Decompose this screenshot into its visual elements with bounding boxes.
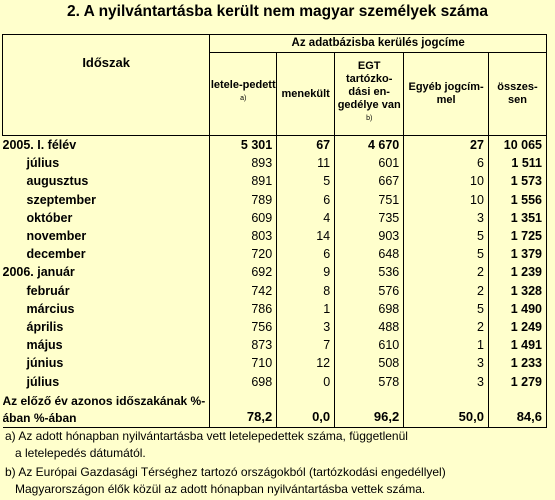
col-settled-header-text: letele-pedett <box>210 79 276 92</box>
table-cell: 720 <box>210 245 277 263</box>
table-cell: 4 670 <box>335 136 404 155</box>
table-row <box>3 354 547 372</box>
table-cell: 1 490 <box>488 300 546 318</box>
row-label: február <box>26 283 70 298</box>
table-cell: 488 <box>335 318 404 336</box>
table-row <box>3 154 547 172</box>
table-row <box>3 191 547 209</box>
table-cell: 1 249 <box>488 318 546 336</box>
table-cell: 891 <box>210 172 277 190</box>
table-cell: 786 <box>210 300 277 318</box>
col-settled-header-footnote-mark: a) <box>240 95 247 103</box>
table-cell: 5 <box>404 245 489 263</box>
table-row <box>3 318 547 336</box>
table-cell: 692 <box>210 263 277 281</box>
footnote-b-line2: Magyarországon élők közül az adott hónapban nyilvántartásba vettek száma. <box>15 481 426 496</box>
col-total-header-text: összes-sen <box>497 81 538 106</box>
table-cell: 8 <box>277 282 335 300</box>
table-cell: 1 511 <box>488 154 546 172</box>
table-cell: 27 <box>404 136 489 155</box>
percentage-cell: 78,2 <box>210 391 277 428</box>
table-cell: 10 <box>404 172 489 190</box>
col-total-header <box>488 53 546 136</box>
table-cell: 789 <box>210 191 277 209</box>
table-cell: 7 <box>277 336 335 354</box>
percentage-cell: 96,2 <box>335 391 404 428</box>
col-other-basis-header-text: Egyéb jogcím-mel <box>408 81 484 106</box>
table-cell: 1 239 <box>488 263 546 281</box>
table-cell: 1 725 <box>488 227 546 245</box>
table-cell: 1 491 <box>488 336 546 354</box>
table-cell: 698 <box>210 372 277 390</box>
table-cell: 756 <box>210 318 277 336</box>
row-label: november <box>26 229 87 244</box>
table-cell: 3 <box>404 209 489 227</box>
table-cell: 648 <box>335 245 404 263</box>
table-cell: 1 351 <box>488 209 546 227</box>
row-label: május <box>26 338 63 353</box>
table-cell: 5 <box>404 300 489 318</box>
table-cell: 0 <box>277 372 335 390</box>
table-cell: 4 <box>277 209 335 227</box>
table-cell: 609 <box>210 209 277 227</box>
table-cell: 3 <box>404 354 489 372</box>
table-cell: 1 279 <box>488 372 546 390</box>
percentage-row-label: Az előző év azonos időszakának %-ában %-ában <box>3 391 210 428</box>
table-cell: 10 <box>404 191 489 209</box>
table-row <box>3 300 547 318</box>
row-label: március <box>26 301 75 316</box>
table-cell: 751 <box>335 191 404 209</box>
row-label: december <box>26 247 86 262</box>
table-row <box>3 227 547 245</box>
table-body <box>3 136 547 428</box>
statistics-table <box>2 34 547 428</box>
footnotes <box>5 428 550 500</box>
table-cell: 508 <box>335 354 404 372</box>
table-cell: 742 <box>210 282 277 300</box>
percentage-row <box>3 391 547 428</box>
row-label: szeptember <box>26 192 96 207</box>
table-cell: 576 <box>335 282 404 300</box>
table-cell: 873 <box>210 336 277 354</box>
table-cell: 610 <box>335 336 404 354</box>
col-eea-permit-header-footnote-mark: b) <box>366 114 373 122</box>
table-cell: 12 <box>277 354 335 372</box>
footnote-a <box>5 428 550 461</box>
table-cell: 3 <box>404 372 489 390</box>
period-header: Időszak <box>3 35 210 136</box>
table-row <box>3 282 547 300</box>
table-cell: 1 556 <box>488 191 546 209</box>
row-label: július <box>26 374 60 389</box>
col-eea-permit-header-text: EGT tartózko-dási en-gedélye van <box>337 59 401 111</box>
row-label: április <box>26 319 64 334</box>
col-settled-header <box>210 53 277 136</box>
table-cell: 11 <box>277 154 335 172</box>
footnote-a-line1: a) Az adott hónapban nyilvántartásba vett letelepedettek száma, függetlenül <box>5 429 408 443</box>
row-label: június <box>26 356 64 371</box>
table-cell: 5 <box>404 227 489 245</box>
table-row <box>3 136 547 155</box>
table-cell: 5 301 <box>210 136 277 155</box>
table-cell: 735 <box>335 209 404 227</box>
table-cell: 1 <box>277 300 335 318</box>
table-row <box>3 172 547 190</box>
footnote-b <box>5 464 550 497</box>
col-refugee-header-text: menekült <box>281 87 330 100</box>
table-cell: 1 573 <box>488 172 546 190</box>
table-cell: 1 379 <box>488 245 546 263</box>
table-cell: 6 <box>277 245 335 263</box>
table-row <box>3 336 547 354</box>
table-cell: 2 <box>404 282 489 300</box>
table-cell: 578 <box>335 372 404 390</box>
table-cell: 893 <box>210 154 277 172</box>
table-cell: 710 <box>210 354 277 372</box>
row-label: augusztus <box>26 174 89 189</box>
row-label: 2005. I. félév <box>3 136 210 155</box>
row-label: július <box>26 156 60 171</box>
table-cell: 1 <box>404 336 489 354</box>
table-cell: 2 <box>404 318 489 336</box>
table-cell: 6 <box>277 191 335 209</box>
table-cell: 2 <box>404 263 489 281</box>
percentage-cell: 0,0 <box>277 391 335 428</box>
table-row <box>3 209 547 227</box>
table-cell: 14 <box>277 227 335 245</box>
table-cell: 1 328 <box>488 282 546 300</box>
table-row <box>3 263 547 281</box>
table-cell: 9 <box>277 263 335 281</box>
table-cell: 601 <box>335 154 404 172</box>
percentage-cell: 50,0 <box>404 391 489 428</box>
table-cell: 698 <box>335 300 404 318</box>
row-label: 2006. január <box>2 265 75 280</box>
table-cell: 10 065 <box>488 136 546 155</box>
table-row <box>3 245 547 263</box>
footnote-b-line1: b) Az Európai Gazdasági Térséghez tartozó országokból (tartózkodási engedéllyel) <box>5 465 446 479</box>
col-refugee-header <box>277 53 335 136</box>
table-cell: 536 <box>335 263 404 281</box>
table-cell: 903 <box>335 227 404 245</box>
table-row <box>3 372 547 390</box>
col-eea-permit-header <box>335 53 404 136</box>
legal-basis-header: Az adatbázisba kerülés jogcíme <box>210 35 547 53</box>
table-cell: 5 <box>277 172 335 190</box>
col-other-basis-header <box>404 53 489 136</box>
row-label: október <box>26 210 73 225</box>
footnote-a-line2: a letelepedés dátumától. <box>15 445 146 460</box>
table-cell: 67 <box>277 136 335 155</box>
table-cell: 1 233 <box>488 354 546 372</box>
table-cell: 803 <box>210 227 277 245</box>
table-cell: 3 <box>277 318 335 336</box>
table-cell: 6 <box>404 154 489 172</box>
table-cell: 667 <box>335 172 404 190</box>
table-title: 2. A nyilvántartásba került nem magyar személyek száma <box>66 3 488 20</box>
percentage-cell: 84,6 <box>488 391 546 428</box>
